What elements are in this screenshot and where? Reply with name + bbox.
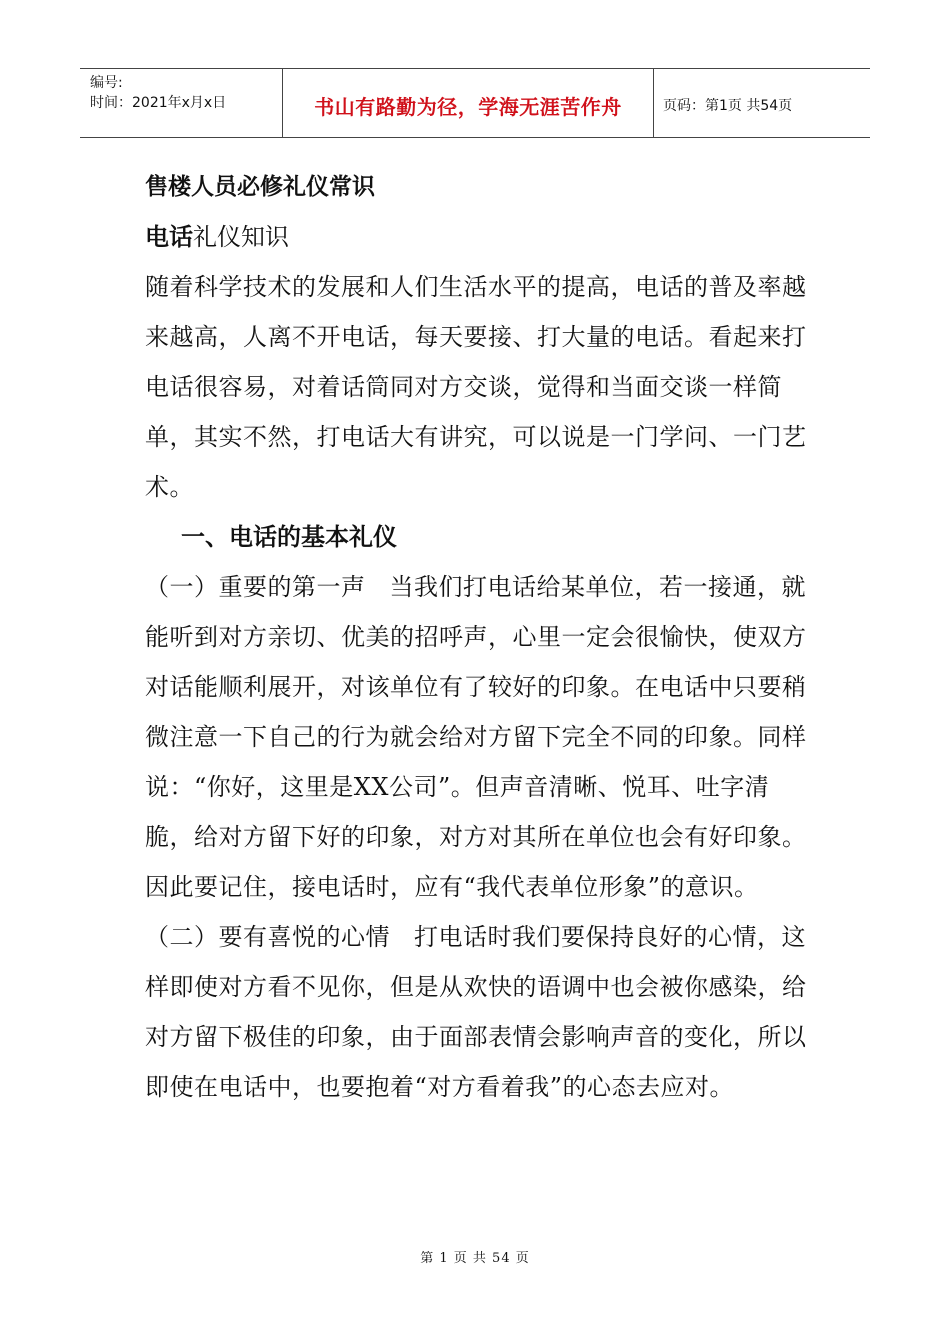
header-motto-cell xyxy=(283,69,654,137)
paragraph-2 xyxy=(145,912,810,1112)
header-page-cell xyxy=(654,71,870,139)
paragraph-1 xyxy=(145,562,810,912)
document-body xyxy=(145,162,810,1112)
paragraph-2-heading: （二）要有喜悦的心情 xyxy=(145,923,390,951)
motto: 书山有路勤为径，学海无涯苦作舟 xyxy=(314,94,622,119)
subtitle-bold: 电话 xyxy=(145,222,193,251)
paragraph-2-text: 打电话时我们要保持良好的心情，这样即使对方看不见你，但是从欢快的语调中也会被你感染，给对方留下极佳的印象，由于面部表情会影响声音的变化，所以即使在电话中，也要抱着“对方看着我”的心态去应对。 xyxy=(145,923,807,1101)
time-label: 时间：2021年x月x日 xyxy=(90,95,227,111)
paragraph-1-heading: （一）重要的第一声 xyxy=(145,573,366,601)
paragraph-1-text: 当我们打电话给某单位，若一接通，就能听到对方亲切、优美的招呼声，心里一定会很愉快，使双方对话能顺利展开，对该单位有了较好的印象。在电话中只要稍微注意一下自己的行为就会给对方留下完全不同的印象。同样说：“你好，这里是XX公司”。但声音清晰、悦耳、吐字清脆，给对方留下好的印象，对方对其所在单位也会有好印象。因此要记住，接电话时，应有“我代表单位形象”的意识。 xyxy=(145,573,807,901)
document-subtitle xyxy=(145,212,810,262)
document-title: 售楼人员必修礼仪常识 xyxy=(145,173,375,200)
section-heading: 一、电话的基本礼仪 xyxy=(181,522,397,551)
header-meta xyxy=(80,69,283,137)
number-label: 编号: xyxy=(90,75,123,91)
page-header xyxy=(80,68,870,138)
page-label: 页码：第1页 共54页 xyxy=(663,98,793,114)
subtitle-rest: 礼仪知识 xyxy=(193,223,289,251)
page-footer: 第 1 页 共 54 页 xyxy=(420,1251,530,1266)
intro-paragraph: 随着科学技术的发展和人们生活水平的提高，电话的普及率越来越高，人离不开电话，每天要接、打大量的电话。看起来打电话很容易，对着话筒同对方交谈，觉得和当面交谈一样简单，其实不然，打电话大有讲究，可以说是一门学问、一门艺术。 xyxy=(145,273,807,501)
